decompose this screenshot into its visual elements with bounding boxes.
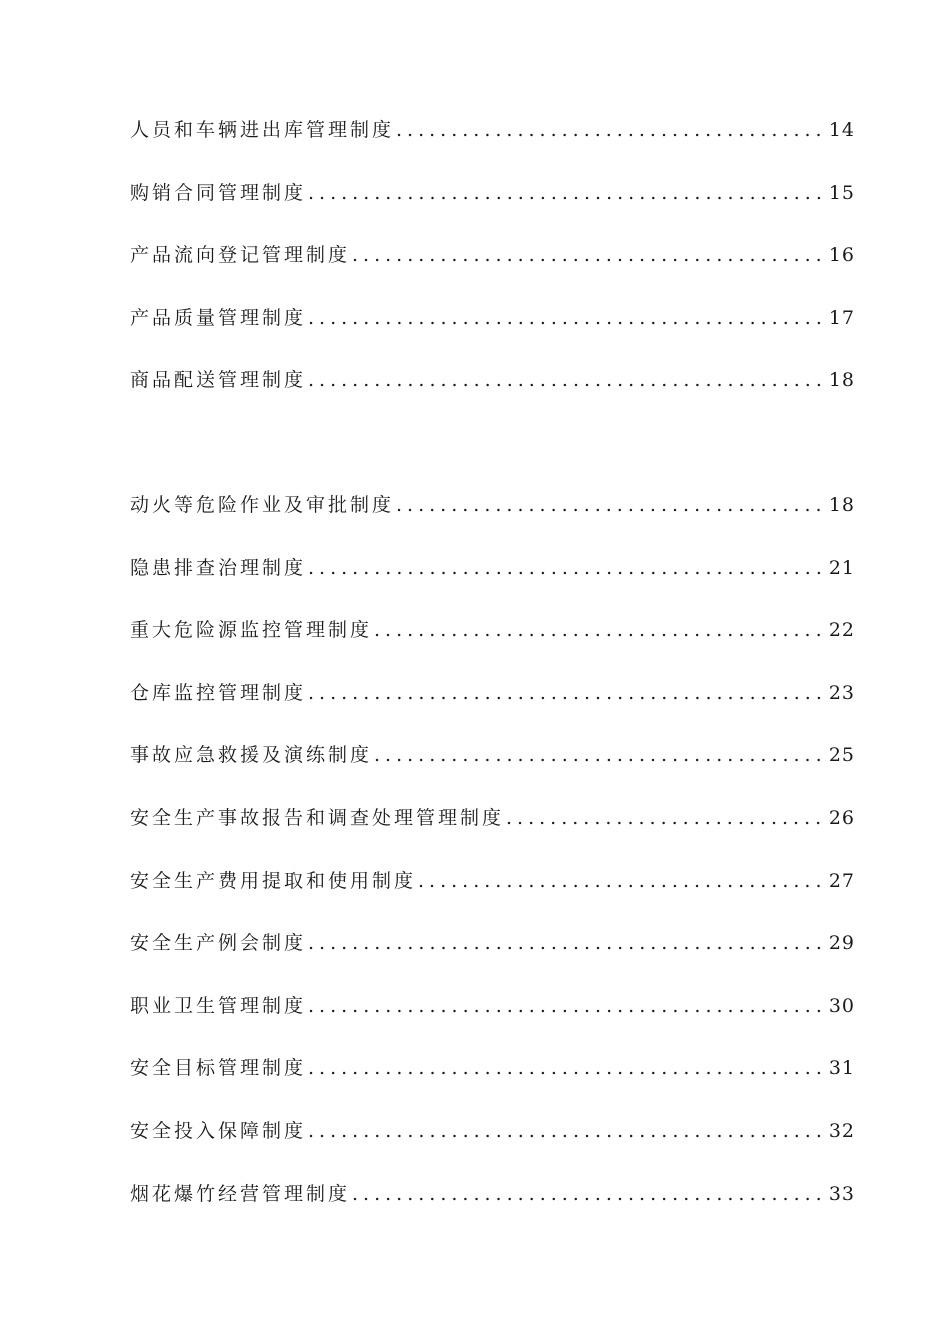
toc-entry-page: 30 bbox=[828, 994, 855, 1017]
toc-dot-leader bbox=[308, 923, 826, 963]
toc-dot-leader bbox=[352, 1174, 826, 1214]
toc-dot-leader bbox=[308, 173, 826, 213]
toc-dot-leader bbox=[308, 986, 826, 1026]
toc-entry-title: 隐患排查治理制度 bbox=[130, 556, 307, 579]
toc-dot-leader bbox=[374, 610, 826, 650]
toc-entry[interactable] bbox=[130, 110, 855, 173]
toc-entry[interactable] bbox=[130, 798, 855, 861]
toc-dot-leader bbox=[396, 485, 826, 525]
toc-entry[interactable] bbox=[130, 923, 855, 986]
toc-entry[interactable] bbox=[130, 986, 855, 1049]
toc-entry-page: 16 bbox=[828, 244, 855, 267]
toc-entry[interactable] bbox=[130, 1174, 855, 1237]
toc-entry[interactable] bbox=[130, 861, 855, 924]
toc-dot-leader bbox=[352, 235, 826, 275]
toc-entry-title: 安全目标管理制度 bbox=[130, 1057, 307, 1080]
toc-entry[interactable] bbox=[130, 1048, 855, 1111]
toc-entry-title: 产品流向登记管理制度 bbox=[130, 244, 351, 267]
toc-entry-title: 商品配送管理制度 bbox=[130, 369, 307, 392]
toc-entry-title: 安全生产事故报告和调查处理管理制度 bbox=[130, 806, 505, 829]
toc-entry-page: 18 bbox=[828, 369, 855, 392]
toc-entry[interactable] bbox=[130, 173, 855, 236]
toc-entry-page: 25 bbox=[828, 744, 855, 767]
toc-entry[interactable] bbox=[130, 673, 855, 736]
toc-dot-leader bbox=[396, 110, 826, 150]
toc-entry-title: 安全生产例会制度 bbox=[130, 932, 307, 955]
toc-entry[interactable] bbox=[130, 298, 855, 361]
toc-dot-leader bbox=[308, 298, 826, 338]
toc-entry-page: 15 bbox=[828, 181, 855, 204]
toc-entry-page: 33 bbox=[828, 1182, 855, 1205]
toc-entry-title: 购销合同管理制度 bbox=[130, 181, 307, 204]
toc-entry-title: 产品质量管理制度 bbox=[130, 306, 307, 329]
toc-entry-title: 仓库监控管理制度 bbox=[130, 681, 307, 704]
toc-entry[interactable] bbox=[130, 1111, 855, 1174]
toc-entry-page: 27 bbox=[828, 869, 855, 892]
toc-dot-leader bbox=[418, 861, 826, 901]
toc-entry-page: 21 bbox=[828, 556, 855, 579]
toc-dot-leader bbox=[308, 548, 826, 588]
toc-entry-page: 31 bbox=[828, 1057, 855, 1080]
toc-entry-page: 26 bbox=[828, 806, 855, 829]
toc-dot-leader bbox=[308, 360, 826, 400]
toc-entry-title: 烟花爆竹经营管理制度 bbox=[130, 1182, 351, 1205]
toc-entry-page: 22 bbox=[828, 619, 855, 642]
toc-entry-page: 14 bbox=[828, 119, 855, 141]
toc-section-b bbox=[130, 485, 855, 1236]
toc-dot-leader bbox=[308, 673, 826, 713]
toc-entry-page: 29 bbox=[828, 932, 855, 955]
toc-dot-leader bbox=[308, 1048, 826, 1088]
toc-entry-page: 18 bbox=[828, 494, 855, 516]
toc-entry[interactable] bbox=[130, 235, 855, 298]
toc-dot-leader bbox=[374, 735, 826, 775]
toc-entry-title: 事故应急救援及演练制度 bbox=[130, 744, 373, 767]
toc-entry-title: 安全投入保障制度 bbox=[130, 1119, 307, 1142]
toc-entry[interactable] bbox=[130, 610, 855, 673]
toc-dot-leader bbox=[506, 798, 826, 838]
toc-entry-page: 32 bbox=[828, 1119, 855, 1142]
toc-entry-page: 23 bbox=[828, 681, 855, 704]
toc-entry[interactable] bbox=[130, 548, 855, 611]
toc-entry[interactable] bbox=[130, 485, 855, 548]
toc-entry[interactable] bbox=[130, 360, 855, 423]
toc-entry-page: 17 bbox=[828, 306, 855, 329]
toc-entry-title: 人员和车辆进出库管理制度 bbox=[130, 119, 395, 141]
toc-entry-title: 动火等危险作业及审批制度 bbox=[130, 494, 395, 516]
toc-entry-title: 职业卫生管理制度 bbox=[130, 994, 307, 1017]
toc-section-a bbox=[130, 110, 855, 423]
toc-entry-title: 重大危险源监控管理制度 bbox=[130, 619, 373, 642]
toc-dot-leader bbox=[308, 1111, 826, 1151]
toc-entry-title: 安全生产费用提取和使用制度 bbox=[130, 869, 417, 892]
toc-entry[interactable] bbox=[130, 735, 855, 798]
